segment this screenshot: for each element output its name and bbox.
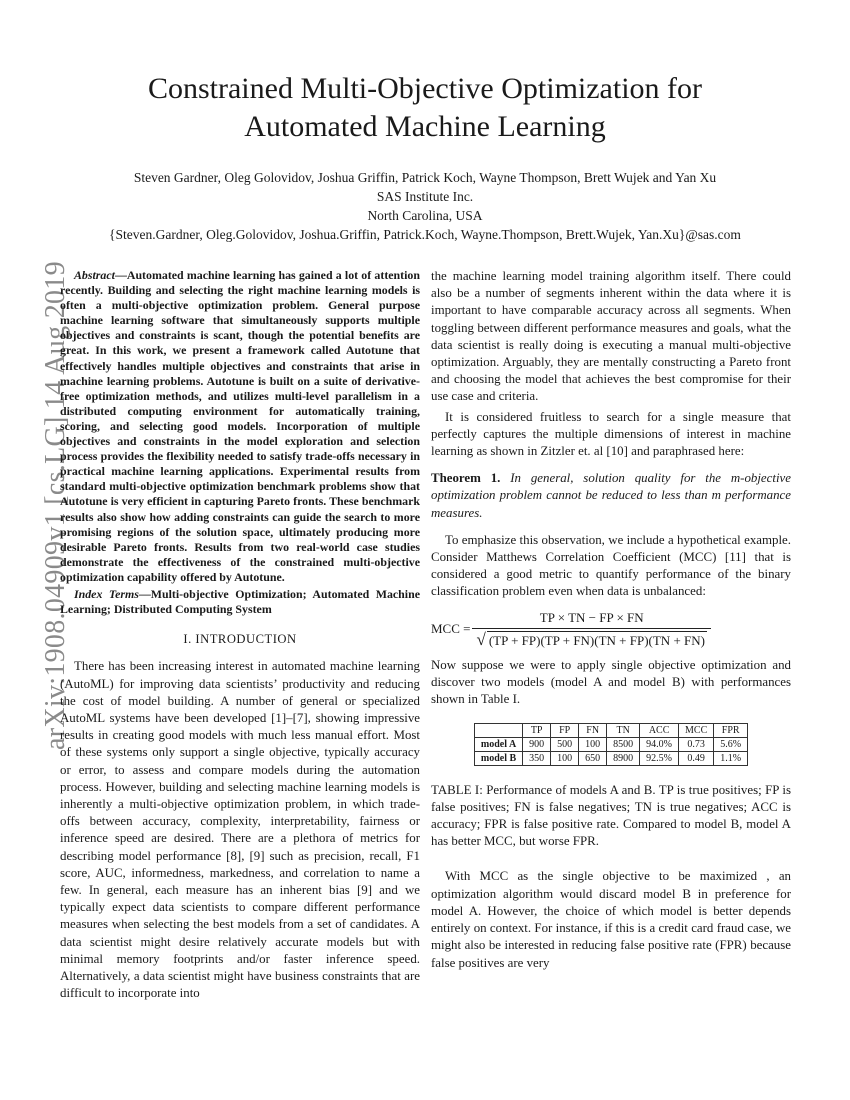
paragraph-mcc: To emphasize this observation, we include a hypothetical example. Consider Matthews Correlation Coefficient (MCC) [11] that is considered a good metric to quantify performance of the binary classification problem even when data is unbalanced: [431, 532, 791, 599]
table-cell: 650 [579, 751, 607, 765]
paragraph-continued: the machine learning model training algorithm itself. There could also be a number of segments inherent within the data where it is important to have comparable accuracy across all segments. When toggling between different performance measures and goals, what the data scientist is really doing is executing a manual multi-objective optimization. Arguably, they are mentally constructing a Pareto front and choosing the model that achieves the best compromise for their use case and criteria. [431, 269, 791, 404]
theorem-text: In general, solution quality for the m-objective optimization problem cannot be reduced to less than m performance measures. [431, 471, 791, 520]
formula-denominator [476, 629, 707, 649]
table-row [474, 737, 747, 751]
abstract [60, 268, 420, 585]
title-line-2: Automated Machine Learning [244, 110, 606, 143]
table-row [474, 751, 747, 765]
affiliation: SAS Institute Inc. [376, 189, 474, 204]
table-cell: 350 [523, 751, 551, 765]
section-heading-introduction [60, 631, 420, 648]
index-terms-text: —Multi-objective Optimization; Automated Machine Learning; Distributed Computing System [60, 586, 420, 617]
table-header-cell [474, 723, 522, 737]
table-cell: 1.1% [714, 751, 748, 765]
table-header-cell: FPR [714, 723, 748, 737]
abstract-label: Abstract [74, 268, 115, 282]
sqrt-icon: √ [476, 630, 486, 650]
table-cell: 8500 [607, 737, 640, 751]
intro-paragraph: There has been increasing interest in automated machine learning (AutoML) for improving data scientists’ productivity and reducing the cost of model building. A number of general or specialized AutoML systems have been developed [1]–[7], showing impressive results in creating good models with much less manual effort. Most of these systems only support a single objective, typically accuracy or error, to assess and compare models during the automation process. However, building and selecting machine learning models is inherently a multi-objective optimization problem, in which trade-offs between accuracy, complexity, interpretability, fairness or inference speed are desired. There are a plethora of metrics for describing model performance [8], [9] such as precision, recall, F1 score, AUC, informedness, markedness, and correlation to name a few. In general, each measure has an inherent bias [9] and we typically expect data scientists to compare different performance measures when selecting the best models from a set of candidates. A data scientist might desire relatively accurate models but with minimal memory footprints and/or faster inference speed. Alternatively, a data scientist might have business constraints that are difficult to incorporate into [60, 659, 420, 1001]
index-terms [60, 587, 420, 617]
table-cell: 100 [551, 751, 579, 765]
title-line-1: Constrained Multi-Objective Optimization for [147, 72, 703, 105]
table-row-label: model A [474, 737, 522, 751]
table-header-cell: TN [607, 723, 640, 737]
author-emails: {Steven.Gardner, Oleg.Golovidov, Joshua.Griffin, Patrick.Koch, Wayne.Thompson, Brett.Wujek, Yan.Xu}@sas.com [109, 227, 741, 242]
paper-title [60, 70, 790, 146]
left-column [60, 268, 420, 1002]
author-list: Steven Gardner, Oleg Golovidov, Joshua Griffin, Patrick Koch, Wayne Thompson, Brett Wujek and Yan Xu [133, 170, 717, 185]
paragraph-table-intro: Now suppose we were to apply single objective optimization and discover two models (model A and model B) with performances shown in Table I. [431, 658, 791, 707]
index-terms-label: Index Terms [74, 586, 139, 601]
formula-fraction [476, 609, 707, 649]
table-cell: 8900 [607, 751, 640, 765]
table-header-cell: FP [551, 723, 579, 737]
table-cell: 0.73 [679, 737, 714, 751]
paragraph-fruitless: It is considered fruitless to search for a single measure that perfectly captures the multiple dimensions of interest in machine learning as shown in Zitzler et. al [10] and paraphrased here: [431, 409, 791, 459]
table-cell: 0.49 [679, 751, 714, 765]
table-cell: 900 [523, 737, 551, 751]
table-cell: 500 [551, 737, 579, 751]
arxiv-identifier: arXiv:1908.04909v1 [cs.LG] 14 Aug 2019 [40, 261, 71, 750]
table-cell: 94.0% [640, 737, 679, 751]
formula-radicand: (TP + FP)(TP + FN)(TN + FP)(TN + FN) [488, 632, 705, 648]
results-table [474, 723, 748, 766]
table-cell: 100 [579, 737, 607, 751]
right-column [431, 268, 791, 972]
table-header-cell: MCC [679, 723, 714, 737]
location: North Carolina, USA [367, 208, 483, 223]
table-cell: 5.6% [714, 737, 748, 751]
formula-numerator: TP × TN − FP × FN [472, 609, 711, 629]
table-header-cell: FN [579, 723, 607, 737]
paragraph-mcc-objective: With MCC as the single objective to be maximized , an optimization algorithm would discard model B in preference for model A. However, the choice of which model is better depends entirely on context. For instance, if this is a credit card fraud case, we might also be interested in reducing false positive rate (FPR) because false positives are very [431, 869, 791, 970]
formula-lhs: MCC = [431, 621, 471, 637]
table-row-label: model B [474, 751, 522, 765]
mcc-formula [431, 609, 791, 649]
table-header-cell: TP [523, 723, 551, 737]
theorem-label: Theorem 1. [431, 471, 501, 486]
table-header-row [474, 723, 747, 737]
section-heading-rest: NTRODUCTION [200, 632, 297, 647]
table-caption: TABLE I: Performance of models A and B. TP is true positives; FP is false positives; FN is false negatives; TN is true negatives; ACC is accuracy; FPR is false positive rate. Compared to model B, model A has better MCC, but worse FPR. [431, 782, 791, 849]
theorem [431, 470, 791, 522]
section-heading-initial: I [195, 632, 201, 647]
abstract-text: —Automated machine learning has gained a lot of attention recently. Building and selecting the right machine learning models is often a multi-objective optimization problem. General purpose machine learning software that simultaneously supports multiple objectives and constraints is scant, though the potential benefits are great. In this work, we present a framework called Autotune that effectively handles multiple objectives and constraints that arise in machine learning problems. Autotune is built on a suite of derivative-free optimization methods, and utilizes multi-level parallelism in a distributed computing environment for automatically training, scoring, and selecting good models. Incorporation of multiple objectives and constraints in the model exploration and selection process provides the flexibility needed to satisfy trade-offs necessary in practical machine learning applications. Experimental results from standard multi-objective optimization benchmark problems show that Autotune is very efficient in capturing Pareto fronts. These benchmark results also show how adding constraints can guide the search to more promising regions of the solution space, ultimately producing more desirable Pareto fronts. Results from two real-world case studies demonstrate the effectiveness of the constrained multi-objective optimization capability offered by Autotune. [60, 268, 420, 584]
table-cell: 92.5% [640, 751, 679, 765]
section-numeral: I. [183, 632, 196, 647]
table-header-cell: ACC [640, 723, 679, 737]
author-block [40, 168, 810, 244]
